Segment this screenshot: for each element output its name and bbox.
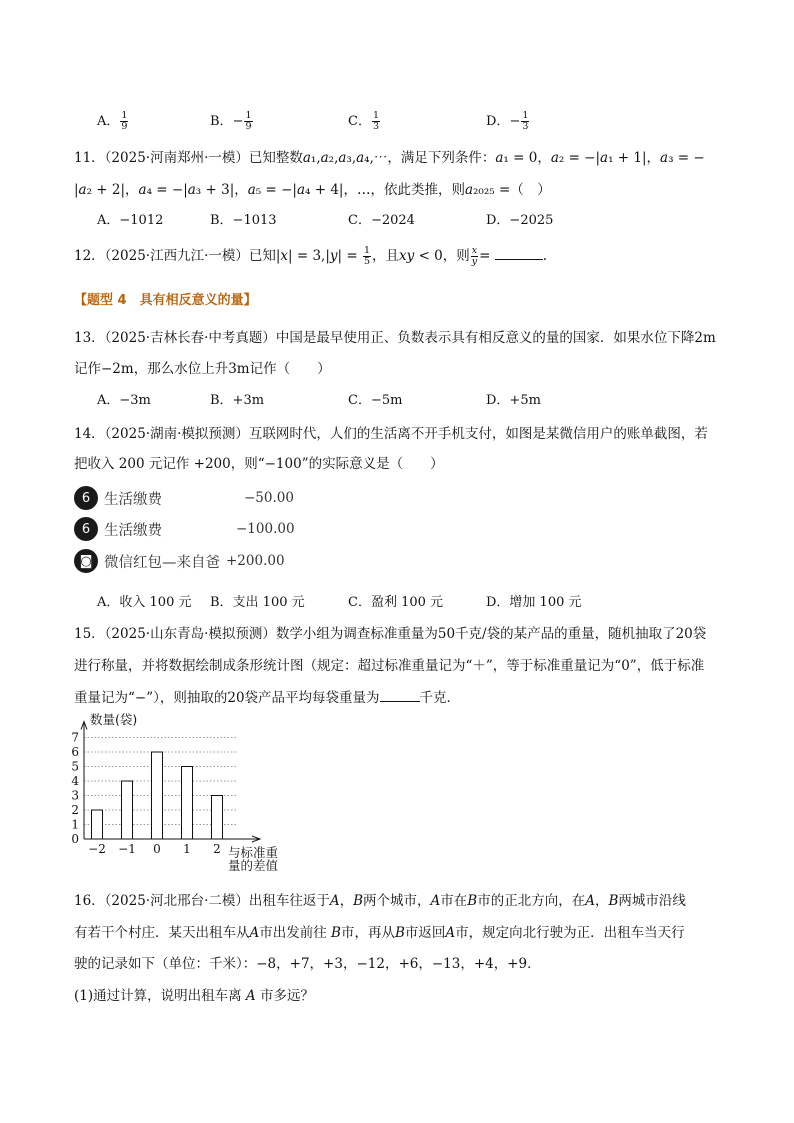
- y-tick-label: 3: [71, 788, 79, 803]
- q11-line2: |𝑎₂ + 2|，𝑎₄ = −|𝑎₃ + 3|，𝑎₅ = −|𝑎₄ + 4|，…，依此类推，则𝑎₂₀₂₅ =（ ）: [74, 182, 551, 198]
- section-heading: 【题型 4 具有相反意义的量】: [74, 293, 257, 308]
- fraction: $\frac{1}{3}$: [372, 110, 379, 132]
- q16-line1: 16．（2025·河北邢台·二模）出租车往返于𝐴，𝐵两个城市，𝐴市在𝐵市的正北方向，在𝐴，𝐵两城市沿线: [74, 893, 686, 909]
- bar: [152, 752, 163, 839]
- q10-option-d[interactable]: D．− $\frac{1}{3}$: [486, 110, 529, 132]
- payment-icon: 6: [74, 486, 98, 510]
- y-tick-label: 0: [71, 832, 79, 846]
- q12-text: 12．（2025·江西九江·一模）已知|𝑥| = 3,|𝑦| = $\frac{1}{5}$ ，且𝑥𝑦 < 0，则 $\frac{\text{𝑥}}{\text{𝑦}}$ = .: [74, 245, 548, 267]
- q13-option-a[interactable]: A．−3m: [97, 393, 151, 408]
- y-axis-label: 数量(袋): [90, 712, 138, 727]
- bill-amount: −50.00: [244, 490, 294, 506]
- q14-line1: 14．（2025·湖南·模拟预测）互联网时代，人们的生活离不开手机支付，如图是某微信用户的账单截图，若: [74, 426, 708, 442]
- bar: [92, 810, 103, 839]
- y-tick-label: 7: [71, 730, 79, 745]
- q11-option-c[interactable]: C．−2024: [348, 213, 415, 228]
- x-axis-label: 量的差值: [228, 858, 279, 873]
- answer-blank[interactable]: [380, 689, 420, 702]
- fraction: $\frac{1}{9}$: [245, 110, 252, 132]
- bill-amount: +200.00: [226, 553, 285, 569]
- answer-blank[interactable]: [495, 247, 543, 260]
- bar-chart: [62, 710, 292, 875]
- q13-line1: 13．（2025·吉林长春·中考真题）中国是最早使用正、负数表示具有相反意义的量的国家．如果水位下降2m: [74, 330, 716, 346]
- x-tick-label: 1: [183, 842, 191, 856]
- q14-option-c[interactable]: C．盈利 100 元: [348, 595, 444, 610]
- q11-line1: 11．（2025·河南郑州·一模）已知整数𝑎₁,𝑎₂,𝑎₃,𝑎₄,⋯，满足下列条件：𝑎₁ = 0，𝑎₂ = −|𝑎₁ + 1|，𝑎₃ = −: [74, 150, 705, 166]
- bar: [182, 767, 193, 840]
- q16-line3: 驶的记录如下（单位：千米）：−8，+7，+3，−12，+6，−13，+4，+9．: [74, 956, 541, 972]
- bill-row: [74, 516, 295, 542]
- y-tick-label: 2: [71, 803, 79, 817]
- q10-option-b[interactable]: B．− $\frac{1}{9}$: [210, 110, 252, 132]
- q10-option-c[interactable]: C． $\frac{1}{3}$: [348, 110, 379, 132]
- q13-line2: 记作−2m，那么水位上升3m记作（ ）: [74, 361, 331, 377]
- x-tick-label: 2: [213, 842, 221, 856]
- q16-sub1: (1)通过计算，说明出租车离 𝐴 市多远？: [74, 988, 314, 1004]
- payment-icon: 6: [74, 517, 98, 541]
- red-packet-icon: ◙: [74, 549, 98, 573]
- q16-line2: 有若干个村庄．某天出租车从𝐴市出发前往 𝐵市，再从𝐵市返回𝐴市，规定向北行驶为正．出租车当天行: [74, 925, 685, 941]
- bill-name: 微信红包—来自爸: [104, 554, 220, 571]
- bar: [122, 781, 133, 839]
- q14-line2: 把收入 200 元记作 +200，则“−100”的实际意义是（ ）: [74, 456, 444, 472]
- q13-option-b[interactable]: B．+3m: [210, 393, 265, 408]
- q13-option-d[interactable]: D．+5m: [486, 393, 541, 408]
- y-tick-label: 4: [71, 774, 79, 788]
- fraction: $\frac{\text{𝑥}}{\text{𝑦}}$: [471, 245, 478, 267]
- fraction: $\frac{1}{9}$: [121, 110, 128, 132]
- y-tick-label: 1: [71, 817, 79, 832]
- bill-amount: −100.00: [236, 521, 295, 537]
- q14-option-b[interactable]: B．支出 100 元: [210, 595, 305, 610]
- y-tick-label: 6: [71, 745, 79, 759]
- bill-row: [74, 485, 294, 511]
- q14-option-a[interactable]: A．收入 100 元: [97, 595, 192, 610]
- q13-option-c[interactable]: C．−5m: [348, 393, 403, 408]
- q15-line1: 15．（2025·山东青岛·模拟预测）数学小组为调查标准重量为50千克/袋的某产品的重量，随机抽取了20袋: [74, 626, 707, 642]
- x-tick-label: −2: [88, 842, 106, 856]
- y-tick-label: 5: [71, 759, 79, 774]
- fraction: $\frac{1}{3}$: [522, 110, 529, 132]
- x-tick-label: 0: [153, 842, 161, 856]
- q15-line3: 重量记为“−”），则抽取的20袋产品平均每袋重量为 千克．: [74, 690, 461, 706]
- x-axis-label: 与标准重: [228, 845, 279, 860]
- bill-row: [74, 548, 285, 574]
- q14-option-d[interactable]: D．增加 100 元: [486, 595, 582, 610]
- q11-option-b[interactable]: B．−1013: [210, 213, 277, 228]
- q15-line2: 进行称量，并将数据绘制成条形统计图（规定：超过标准重量记为“＋”，等于标准重量记为“0”，低于标准: [74, 658, 705, 674]
- x-tick-label: −1: [118, 842, 136, 856]
- bill-name: 生活缴费: [104, 491, 162, 508]
- q11-option-a[interactable]: A．−1012: [97, 213, 164, 228]
- bar: [212, 796, 223, 840]
- bill-name: 生活缴费: [104, 522, 162, 539]
- q11-option-d[interactable]: D．−2025: [486, 213, 554, 228]
- q10-option-a[interactable]: A． $\frac{1}{9}$: [97, 110, 128, 132]
- fraction: $\frac{1}{5}$: [363, 245, 371, 267]
